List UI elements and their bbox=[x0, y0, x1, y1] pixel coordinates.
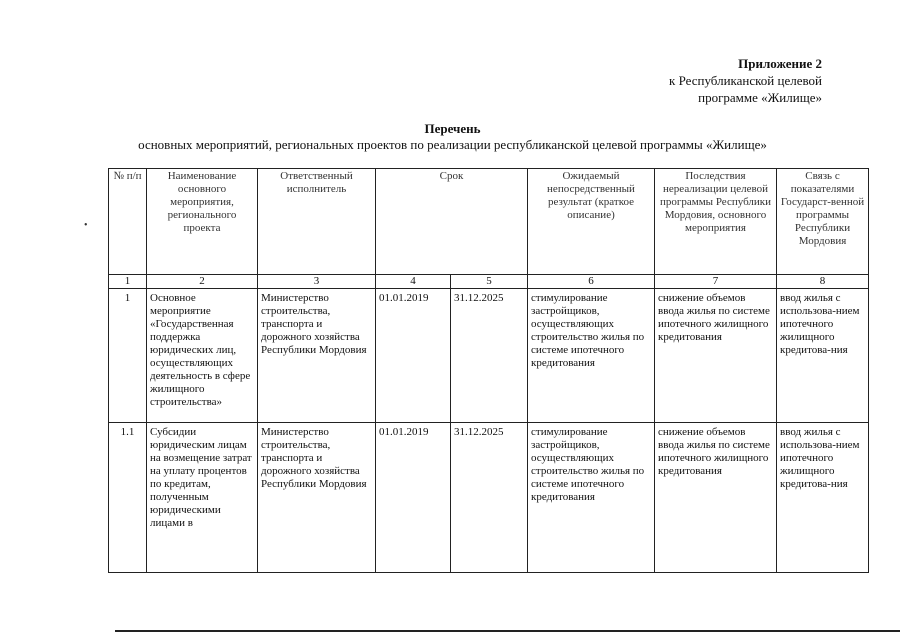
header-result: Ожидаемый непосредственный результат (краткое описание) bbox=[528, 169, 655, 275]
row-name: Субсидии юридическим лицам на возмещение затрат на уплату процентов по кредитам, полученным юридическими лицами в bbox=[147, 423, 258, 573]
row-start-date: 01.01.2019 bbox=[376, 289, 451, 423]
row-num: 1.1 bbox=[109, 423, 147, 573]
header-executor: Ответственный исполнитель bbox=[258, 169, 376, 275]
col-number: 5 bbox=[451, 275, 528, 289]
col-number: 7 bbox=[655, 275, 777, 289]
row-result: стимулирование застройщиков, осуществляющих строительство жилья по системе ипотечного кредитования bbox=[528, 289, 655, 423]
row-consequences: снижение объемов ввода жилья по системе ипотечного жилищного кредитования bbox=[655, 423, 777, 573]
row-end-date: 31.12.2025 bbox=[451, 289, 528, 423]
appendix-block bbox=[669, 55, 822, 106]
col-number: 8 bbox=[777, 275, 869, 289]
row-consequences: снижение объемов ввода жилья по системе ипотечного жилищного кредитования bbox=[655, 289, 777, 423]
table-row bbox=[109, 423, 869, 573]
row-executor: Министерство строительства, транспорта и дорожного хозяйства Республики Мордовия bbox=[258, 423, 376, 573]
table-header-row bbox=[109, 169, 869, 275]
col-number: 6 bbox=[528, 275, 655, 289]
document-subtitle: основных мероприятий, региональных проектов по реализации республиканской целевой программы «Жилище» bbox=[138, 137, 767, 152]
row-result: стимулирование застройщиков, осуществляющих строительство жилья по системе ипотечного кредитования bbox=[528, 423, 655, 573]
appendix-line-1: к Республиканской целевой bbox=[669, 73, 822, 88]
header-name: Наименование основного мероприятия, регионального проекта bbox=[147, 169, 258, 275]
row-executor: Министерство строительства, транспорта и дорожного хозяйства Республики Мордовия bbox=[258, 289, 376, 423]
col-number: 1 bbox=[109, 275, 147, 289]
col-number: 3 bbox=[258, 275, 376, 289]
header-term: Срок bbox=[376, 169, 528, 275]
header-link: Связь с показателями Государст-венной программы Республики Мордовия bbox=[777, 169, 869, 275]
page-bottom-rule bbox=[115, 630, 900, 632]
row-start-date: 01.01.2019 bbox=[376, 423, 451, 573]
header-consequences: Последствия нереализации целевой программы Республики Мордовия, основного мероприятия bbox=[655, 169, 777, 275]
row-link: ввод жилья с использова-нием ипотечного жилищного кредитова-ния bbox=[777, 289, 869, 423]
column-number-row bbox=[109, 275, 869, 289]
appendix-title: Приложение 2 bbox=[738, 56, 822, 71]
row-end-date: 31.12.2025 bbox=[451, 423, 528, 573]
measures-table bbox=[108, 168, 869, 573]
document-title: Перечень bbox=[424, 121, 481, 136]
table-row bbox=[109, 289, 869, 423]
row-name: Основное мероприятие «Государственная поддержка юридических лиц, осуществляющих деятельность в сфере жилищного строительства» bbox=[147, 289, 258, 423]
col-number: 4 bbox=[376, 275, 451, 289]
scan-speck: • bbox=[84, 220, 88, 231]
header-num: № п/п bbox=[109, 169, 147, 275]
row-link: ввод жилья с использова-нием ипотечного жилищного кредитова-ния bbox=[777, 423, 869, 573]
appendix-line-2: программе «Жилище» bbox=[698, 90, 822, 105]
col-number: 2 bbox=[147, 275, 258, 289]
row-num: 1 bbox=[109, 289, 147, 423]
